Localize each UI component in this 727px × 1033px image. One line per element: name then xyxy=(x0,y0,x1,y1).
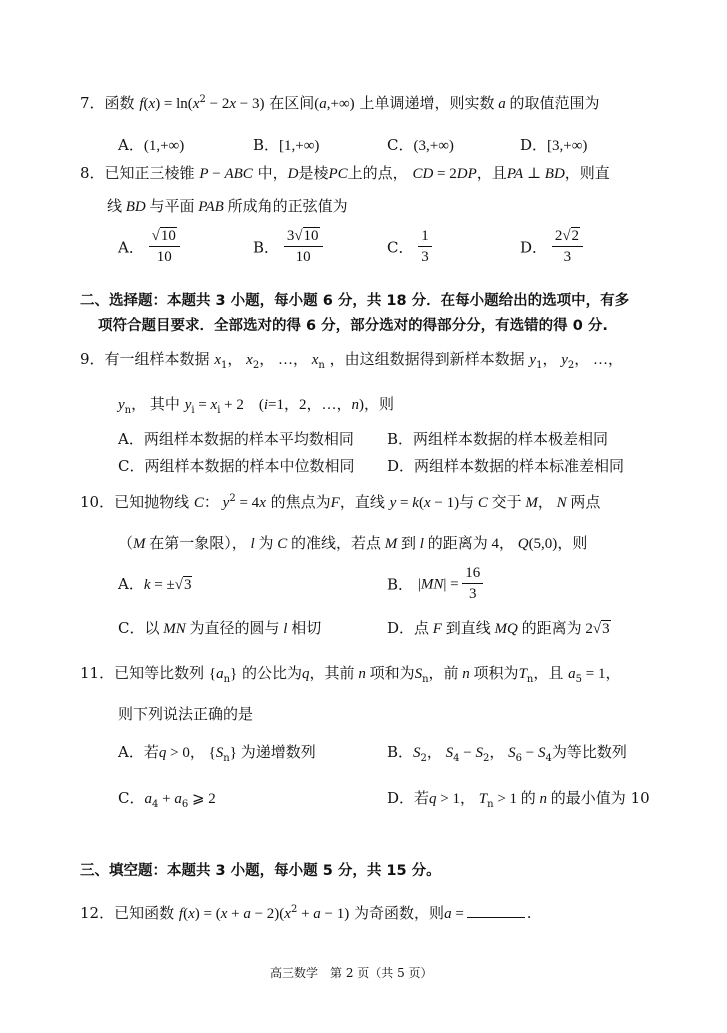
q9-option-c: C．两组样本数据的样本中位数相同 xyxy=(118,457,355,475)
q10-option-c: C．以 MN 为直径的圆与 l 相切 xyxy=(118,619,322,637)
q9-stem-line2: $y_n$， 其中 $y_i = x_i + 2$ (i=1，2，…，n)，则 xyxy=(118,395,395,416)
q8-option-b: B． $\frac{3√10}{10}$ xyxy=(253,228,323,267)
q9-option-b: B．两组样本数据的样本极差相同 xyxy=(387,430,609,448)
q9-number: 9． xyxy=(80,350,105,368)
q8-number: 8． xyxy=(80,164,105,182)
q11-number: 11． xyxy=(80,664,115,682)
q11-option-d: D．若q > 1， $T_n > 1$ 的 n 的最小值为 10 xyxy=(387,789,650,810)
q11-option-c: C．$a_4 + a_6$ ⩾ 2 xyxy=(118,789,216,810)
q8-stem-line2: 线 BD 与平面 PAB 所成角的正弦值为 xyxy=(107,197,348,215)
q8-stem-line1: 8．已知正三棱锥 P − ABC 中，D是棱PC上的点， CD = 2DP，且PA ⊥ BD，则直 xyxy=(80,164,610,182)
q12-number: 12． xyxy=(80,904,115,922)
section3-heading: 三、填空题：本题共 3 小题，每小题 5 分，共 15 分。 xyxy=(80,863,441,879)
q7-option-a: A．(1,+∞) xyxy=(118,136,185,154)
q9-option-d: D．两组样本数据的样本标准差相同 xyxy=(387,457,625,475)
q7-stem: 7．函数 $f(x) = \ln(x^2 - 2x - 3)$ 在区间(a,+∞) 上单调递增，则实数 a 的取值范围为 xyxy=(80,94,600,112)
section2-heading: 二、选择题：本题共 3 小题，每小题 6 分，共 18 分．在每小题给出的选项中，有多 xyxy=(80,293,630,309)
q12-stem: 12．已知函数 $f(x) = (x + a - 2)(x^2 + a - 1)$ 为奇函数，则a = . xyxy=(80,904,532,922)
answer-blank xyxy=(467,905,525,918)
q10-option-b: B． |MN| = $\frac{16}{3}$ xyxy=(387,565,483,604)
q11-option-a: A．若q > 0， $\{S_n\}$ 为递增数列 xyxy=(118,743,316,764)
q9-option-a: A．两组样本数据的样本平均数相同 xyxy=(118,430,354,448)
q9-stem-line1: 9．有一组样本数据 $x_1$， $x_2$， …， $x_n$ ，由这组数据得到新样本数据 $y_1$， $y_2$， …， xyxy=(80,350,624,371)
q10-stem-line1: 10．已知抛物线 C： $y^2 = 4x$ 的焦点为F，直线 y = k(x − 1)与 C 交于 M， N 两点 xyxy=(80,493,601,511)
q10-option-d: D．点 F 到直线 MQ 的距离为 2√3 xyxy=(387,619,610,637)
q7-option-b: B．[1,+∞) xyxy=(253,136,320,154)
q7-option-c: C．(3,+∞) xyxy=(387,136,454,154)
q8-option-a: A． $\frac{√10}{10}$ xyxy=(118,228,180,267)
q11-option-b: B．$S_2$， $S_4 - S_2$， $S_6 - S_4$为等比数列 xyxy=(387,743,627,764)
q8-option-d: D． $\frac{2√2}{3}$ xyxy=(520,228,583,267)
q8-option-c: C． $\frac{1}{3}$ xyxy=(387,228,432,267)
q10-number: 10． xyxy=(80,493,115,511)
q10-stem-line2: （M 在第一象限）， l 为 C 的准线，若点 M 到 l 的距离为 4， Q(5,0)，则 xyxy=(118,534,588,552)
page-footer: 高三数学 第 2 页（共 5 页） xyxy=(270,966,433,980)
q10-option-a: A．k = ±√3 xyxy=(118,575,192,593)
section2-heading-cont: 项符合题目要求．全部选对的得 6 分，部分选对的得部分分，有选错的得 0 分. xyxy=(98,318,608,334)
q11-stem-line2: 则下列说法正确的是 xyxy=(118,705,254,723)
q11-stem-line1: 11．已知等比数列 $\{a_n\}$ 的公比为q，其前 n 项和为$S_n$，前 n 项积为$T_n$，且 $a_5 = 1$， xyxy=(80,664,621,685)
q7-option-d: D．[3,+∞) xyxy=(520,136,588,154)
q7-number: 7． xyxy=(80,94,105,112)
